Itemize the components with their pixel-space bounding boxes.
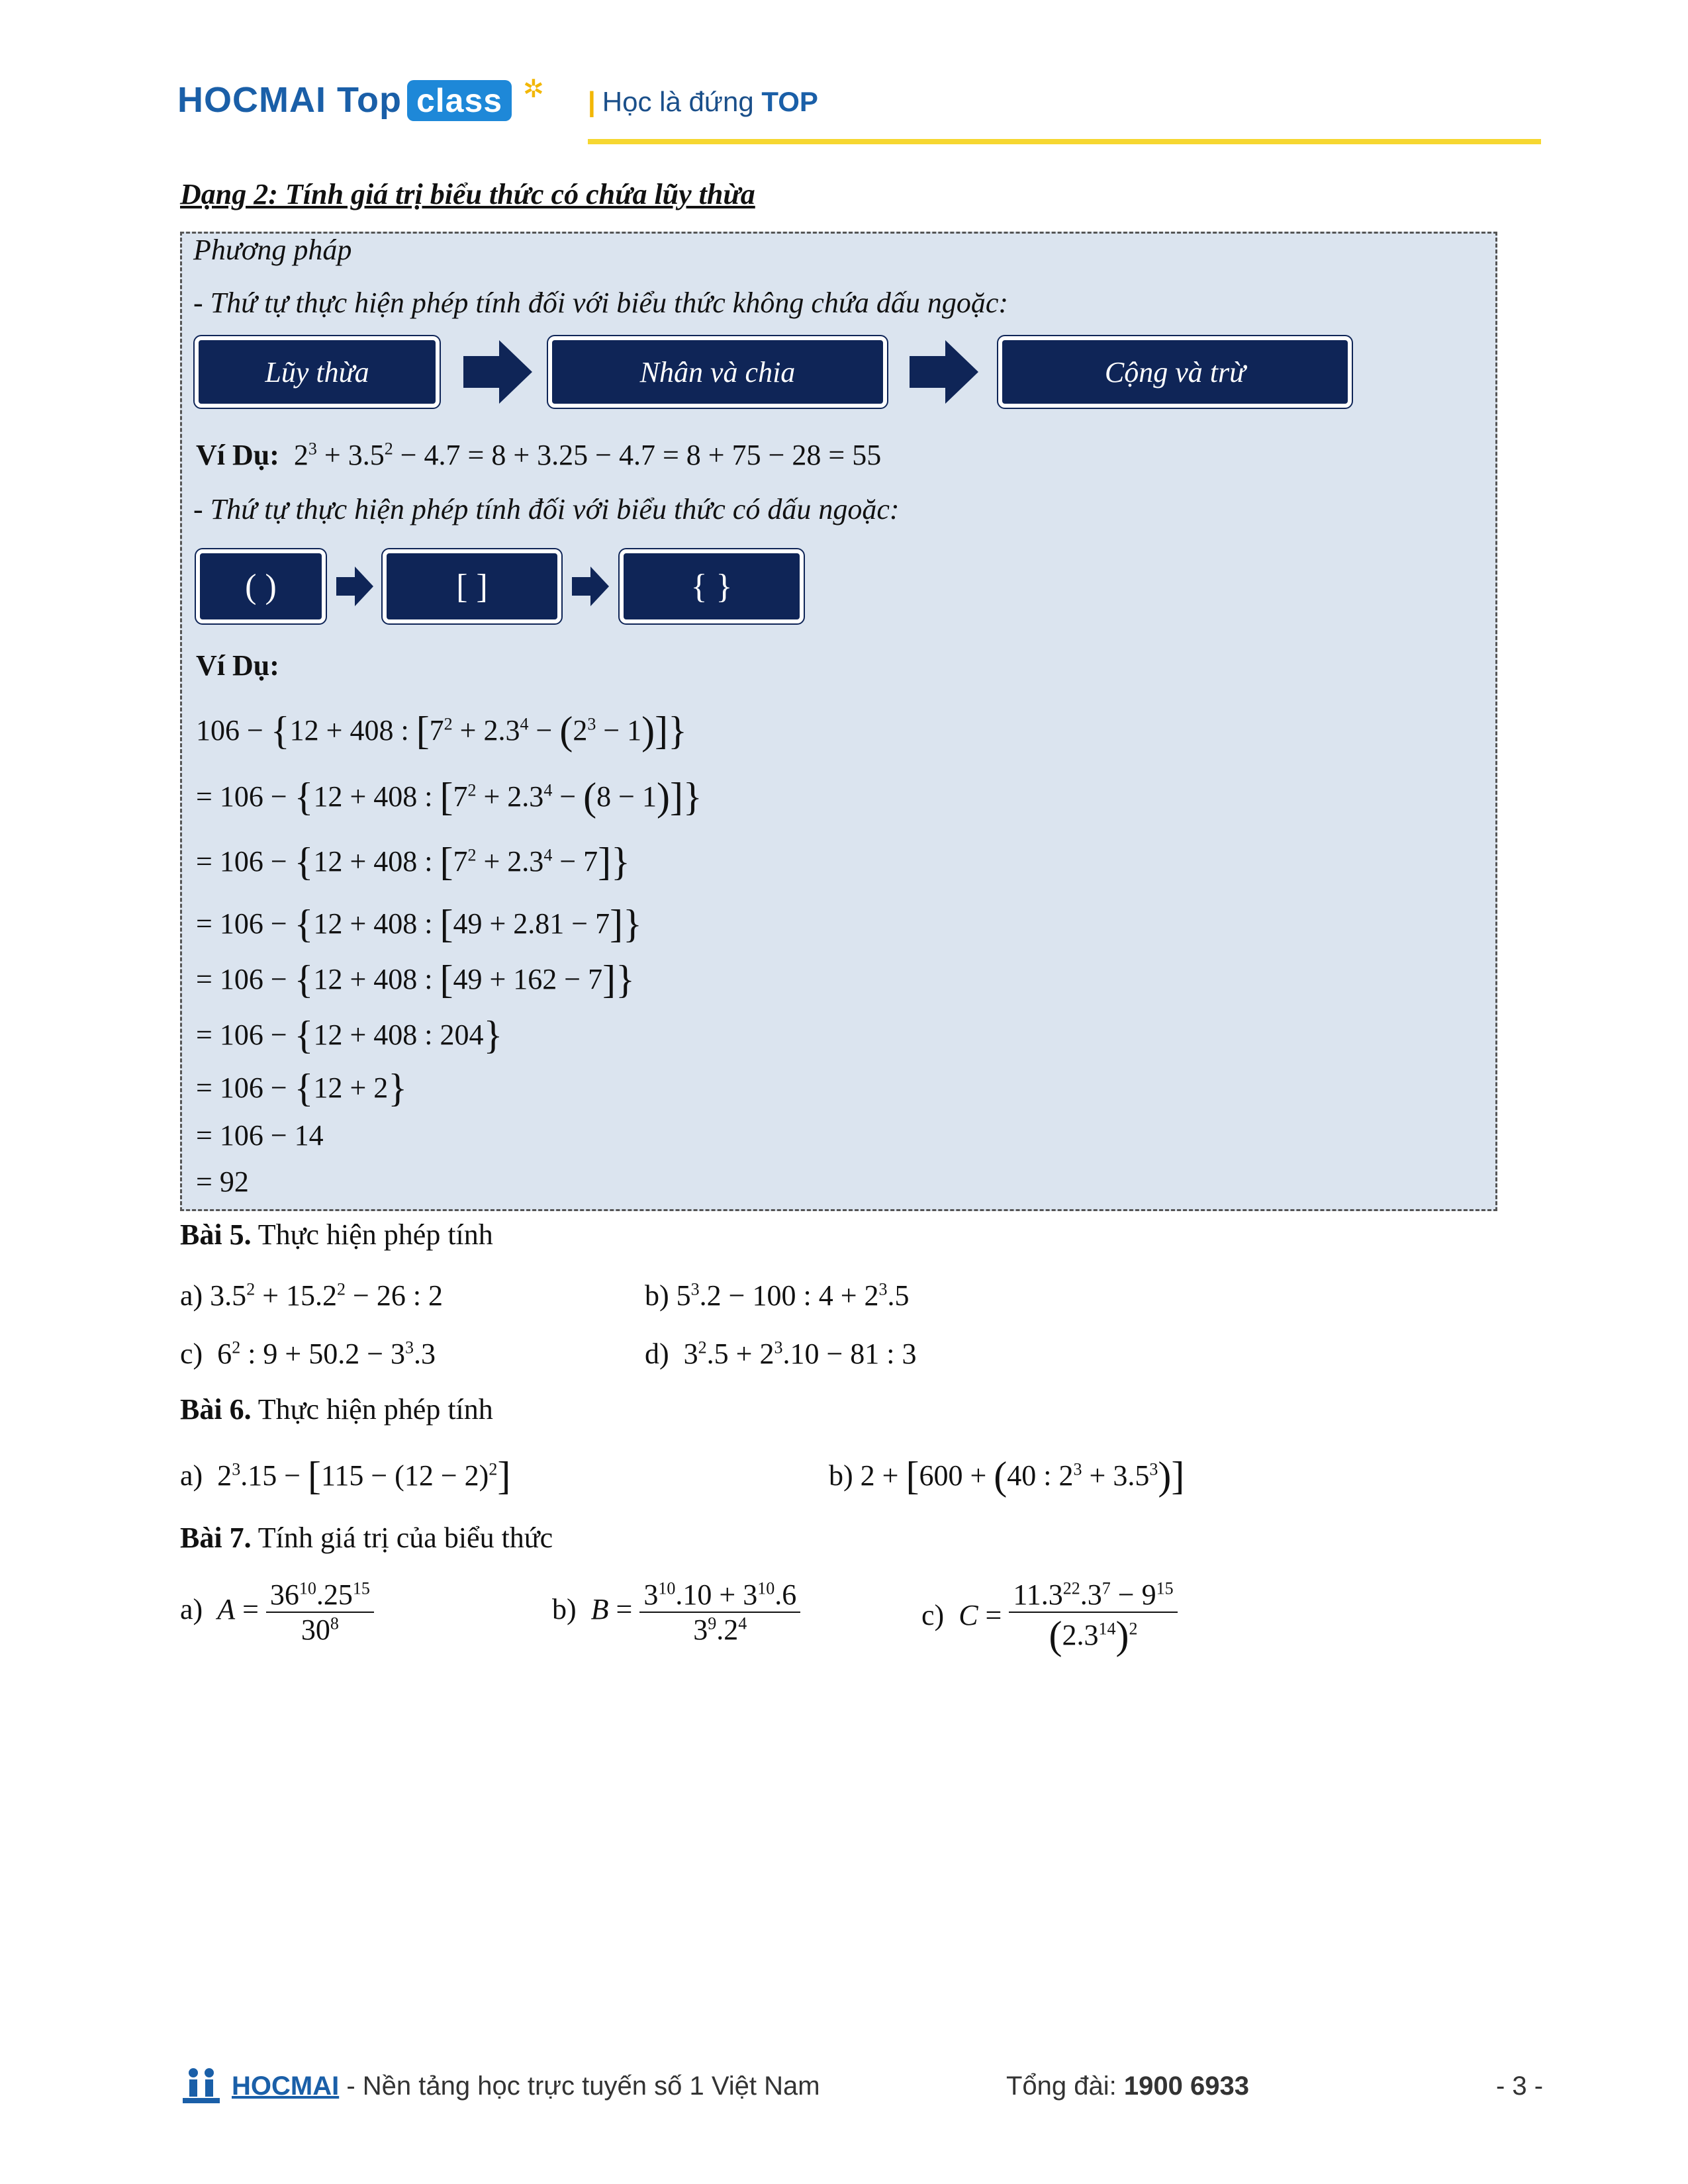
footer-brand[interactable]: HOCMAI bbox=[232, 2071, 340, 2101]
logo-star-icon: ✲ bbox=[523, 75, 544, 103]
example-2-step: = 106 − {12 + 408 : $[7^2 + 2.3^4 - (8 - 1)]$} bbox=[196, 775, 702, 819]
arrow-right-icon bbox=[336, 567, 373, 606]
brand-logo bbox=[177, 79, 512, 121]
header-divider bbox=[588, 139, 1541, 144]
exercise-6a: a) $2^3.15 - [115 - (12 - 2)^2]$ bbox=[180, 1454, 511, 1498]
footer-tagline: HOCMAI - Nền tảng học trực tuyến số 1 Việt Nam bbox=[232, 2071, 820, 2101]
flow-step-parentheses: ( ) bbox=[196, 549, 326, 623]
flow-step-addsub: Cộng và trừ bbox=[998, 336, 1352, 408]
example-2-label: Ví Dụ: bbox=[196, 649, 279, 682]
method-heading: Phương pháp bbox=[193, 234, 352, 266]
exercise-5d: d) $3^2.5 + 2^3.10 - 81$ : 3 bbox=[645, 1338, 917, 1370]
flow-step-square-brackets: [ ] bbox=[383, 549, 561, 623]
example-2-step: = 106 − 14 bbox=[196, 1119, 324, 1152]
slogan-top: TOP bbox=[761, 86, 818, 117]
brand-main: HOCMAI Top bbox=[177, 80, 402, 120]
exercise-6-heading bbox=[180, 1392, 493, 1426]
slogan: | Học là đứng TOP bbox=[588, 86, 818, 117]
exercise-label: Bài 6. bbox=[180, 1393, 252, 1426]
slogan-prefix: Học là đứng bbox=[602, 86, 754, 117]
flow-step-power: Lũy thừa bbox=[195, 336, 440, 408]
example-2-step: = 106 − {12 + 408 : $[7^2 + 2.3^4 - 7]$} bbox=[196, 840, 630, 884]
rule-no-brackets: - Thứ tự thực hiện phép tính đối với biểu thức không chứa dấu ngoặc: bbox=[193, 287, 1009, 319]
brand-class: class bbox=[407, 80, 512, 121]
exercise-7-heading bbox=[180, 1521, 553, 1555]
flow-step-muldiv: Nhân và chia bbox=[548, 336, 887, 408]
example-2-step: = 106 − {12 + 408 : [49 + 2.81 − 7]} bbox=[196, 902, 642, 946]
flow-step-curly-braces: { } bbox=[620, 549, 804, 623]
hotline-number: 1900 6933 bbox=[1123, 2071, 1249, 2101]
example-2-step: = 106 − {12 + 408 : [49 + 162 − 7]} bbox=[196, 958, 635, 1001]
exercise-7b: b) B = $\frac{3^{10}.10 + 3^{10}.6}{3^9.2^4}$ bbox=[552, 1578, 800, 1647]
arrow-right-icon bbox=[463, 340, 532, 404]
example-2-step: = 106 − {12 + 408 : 204} bbox=[196, 1013, 503, 1057]
exercise-text: Thực hiện phép tính bbox=[258, 1393, 493, 1426]
exercise-5a: a) $3.5^2 + 15.2^2 - 26$ : 2 bbox=[180, 1279, 444, 1312]
example-label: Ví Dụ: bbox=[196, 439, 279, 471]
exercise-5c: c) $6^2$ : $9 + 50.2 - 3^3.3$ bbox=[180, 1338, 436, 1370]
example-1: Ví Dụ: $2^3 + 3.5^2 - 4.7 = 8 + 3.25 - 4.7 = 8 + 75 - 28 = 55$ bbox=[196, 439, 882, 471]
page-number: - 3 - bbox=[1496, 2071, 1544, 2101]
exercise-label: Bài 7. bbox=[180, 1522, 252, 1554]
exercise-6b: b) 2 + [600 + (40 : $2^3 + 3.5^3$)] bbox=[829, 1454, 1185, 1498]
example-2-step: 106 − {12 + 408 : $[7^2 + 2.3^4 - (2^3 - 1)]$} bbox=[196, 709, 687, 752]
exercise-5-heading bbox=[180, 1218, 493, 1251]
exercise-text: Tính giá trị của biểu thức bbox=[258, 1522, 553, 1554]
rule-with-brackets: - Thứ tự thực hiện phép tính đối với biểu thức có dấu ngoặc: bbox=[193, 493, 900, 525]
exercise-7a: a) A = $\frac{36^{10}.25^{15}}{30^8}$ bbox=[180, 1578, 374, 1647]
exercise-label: Bài 5. bbox=[180, 1218, 252, 1251]
exercise-7c: c) C = $\frac{11.3^{22}.3^7 - 9^{15}}{(2.3^{14})^2}$ bbox=[921, 1578, 1178, 1659]
exercise-text: Thực hiện phép tính bbox=[258, 1218, 493, 1251]
example-2-result: = 92 bbox=[196, 1165, 249, 1198]
footer-hotline: Tổng đài: 1900 6933 bbox=[1006, 2071, 1249, 2101]
exercise-5b: b) $5^3.2 - 100$ : $4 + 2^3.5$ bbox=[645, 1279, 910, 1312]
hocmai-logo-icon bbox=[180, 2066, 222, 2106]
example-2-step: = 106 − {12 + 2} bbox=[196, 1066, 408, 1110]
section-title: Dạng 2: Tính giá trị biểu thức có chứa lũy thừa bbox=[180, 178, 755, 210]
arrow-right-icon bbox=[910, 340, 978, 404]
arrow-right-icon bbox=[572, 567, 609, 606]
